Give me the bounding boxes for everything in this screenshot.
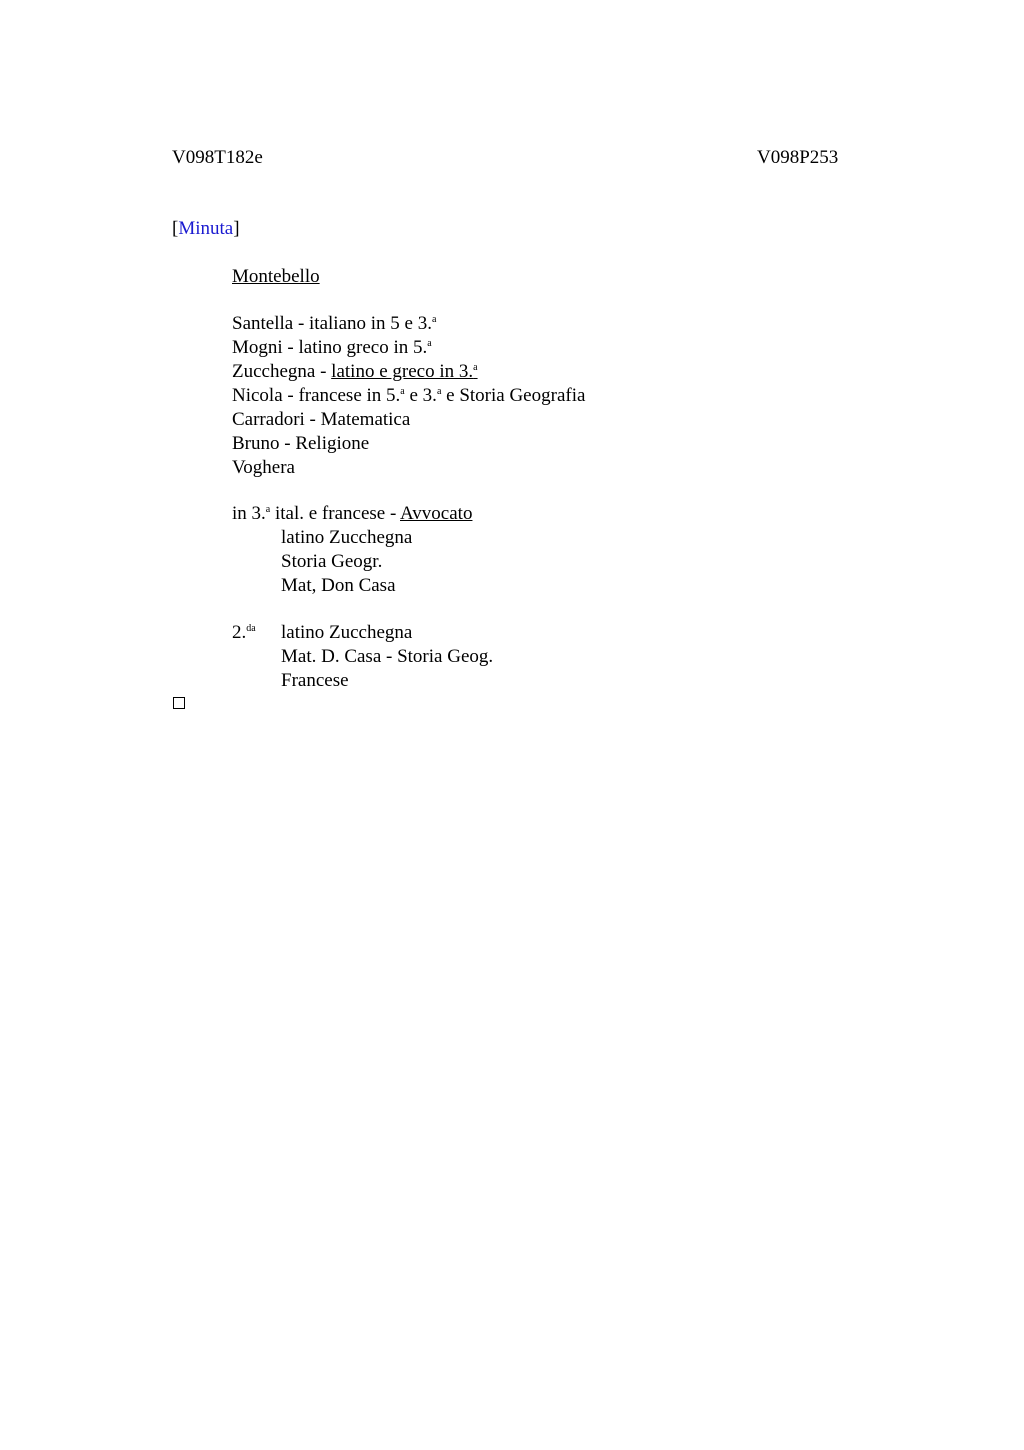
third-class-heading: in 3.$^a$ ital. e francese - Avvocato bbox=[232, 503, 473, 524]
section-title: Montebello bbox=[232, 266, 320, 287]
list-item: latino Zucchegna bbox=[281, 622, 413, 643]
list-item: Francese bbox=[281, 670, 349, 691]
list-item: Carradori - Matematica bbox=[232, 409, 411, 430]
list-item: Bruno - Religione bbox=[232, 433, 370, 454]
minuta-link[interactable]: Minuta bbox=[178, 218, 234, 239]
document-code-right: V098P253 bbox=[757, 147, 839, 168]
list-item: Mogni - latino greco in 5.$^a$ bbox=[232, 337, 432, 358]
list-item: Mat, Don Casa bbox=[281, 575, 396, 596]
square-outline-icon bbox=[173, 697, 185, 709]
close-bracket: ] bbox=[233, 218, 240, 239]
list-item: Mat. D. Casa - Storia Geog. bbox=[281, 646, 494, 667]
third-class-block bbox=[232, 502, 472, 598]
list-item: latino Zucchegna bbox=[281, 527, 413, 548]
list-item: Nicola - francese in 5.$^a$ e 3.$^a$ e Storia Geografia bbox=[232, 385, 586, 406]
second-class-items bbox=[281, 621, 493, 693]
list-item: Storia Geogr. bbox=[281, 551, 383, 572]
list-item: Zucchegna - latino e greco in 3.$^a$ bbox=[232, 361, 478, 382]
teacher-list bbox=[232, 312, 585, 480]
second-class-number: 2.$^{da}$ bbox=[232, 622, 256, 643]
document-code-left: V098T182e bbox=[172, 147, 263, 168]
list-item: Santella - italiano in 5 e 3.$^a$ bbox=[232, 313, 437, 334]
list-item: Voghera bbox=[232, 457, 295, 478]
minuta-label bbox=[172, 217, 240, 241]
open-bracket: [ bbox=[172, 218, 179, 239]
